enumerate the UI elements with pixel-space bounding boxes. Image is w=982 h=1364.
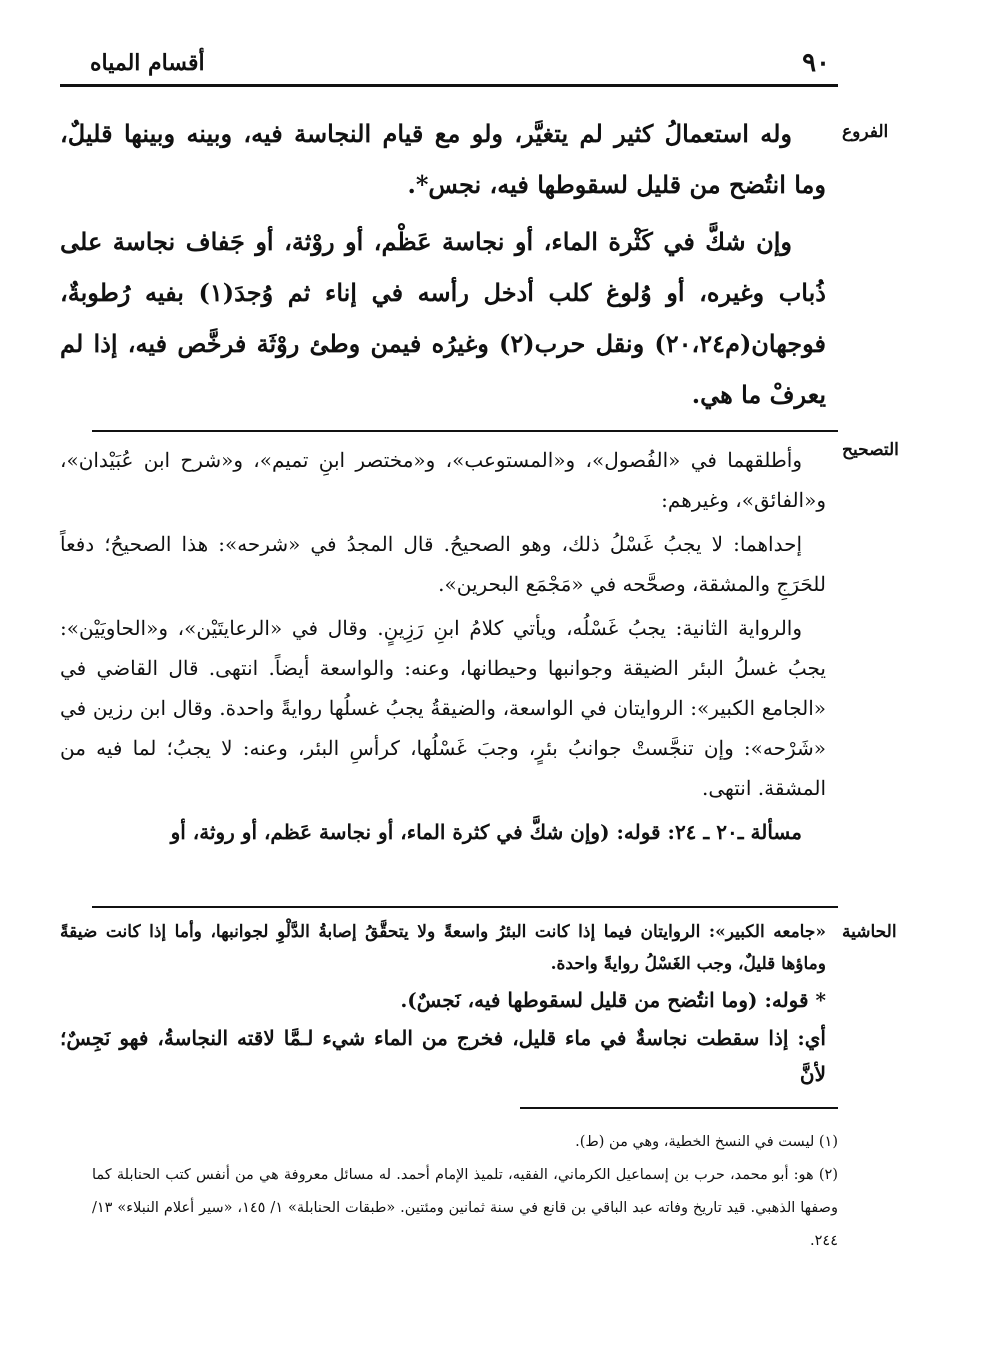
footnote-rule — [520, 1107, 838, 1109]
furu-label: الفروع — [842, 122, 889, 142]
hashiya-paragraph: أي: إذا سقطت نجاسةٌ في ماء قليل، فخرج من الماء شيء لـمَّا لاقته النجاسةُ، فهو نَجِسٌ؛ لأنَّ — [60, 1026, 826, 1086]
tashih-section — [60, 440, 922, 890]
furu-section — [60, 108, 922, 428]
hashiya-section — [60, 916, 922, 1096]
furu-paragraph: وله استعمالُ كثير لم يتغيَّر، ولو مع قيام النجاسة فيه، وبينه وبينها قليلٌ، وما انتُضح من قليل لسقوطها فيه، نجس*. — [60, 119, 826, 199]
tashih-masala: مسألة ـ٢٠ ـ ٢٤: قوله: (وإن شكَّ في كثرة الماء، أو نجاسة عَظم، أو روثة، أو — [170, 820, 802, 844]
page-number: ٩٠ — [802, 48, 830, 78]
footnotes — [92, 1126, 838, 1258]
hashiya-label: الحاشية — [842, 922, 897, 942]
furu-paragraph: وإن شكَّ في كَثْرة الماء، أو نجاسة عَظْم، أو روْثة، أو جَفاف نجاسة على ذُباب وغيره، أو وُلوغ كلب أدخل رأسه في إناء ثم وُجدَ(١) بفيه رُطوبةٌ، فوجهان(م٢٠،٢٤) ونقل حرب(٢) وغيرُه فيمن وطئ روْثَة فرخَّص فيه، إذا لم يعرفْ ما هي. — [60, 227, 826, 409]
furu-body — [60, 108, 826, 426]
tashih-body — [60, 440, 826, 856]
running-title: أقسام المياه — [90, 50, 205, 76]
hashiya-paragraph: «جامعه الكبير»: الروايتان فيما إذا كانت البئرُ واسعةً ولا يتحقَّقُ إصابةُ الدَّلْوِ لجوانبها، وأما إذا كانت ضيقةً وماؤها قليلٌ، وجب الغَسْلُ روايةً واحدة. — [60, 922, 826, 974]
hashiya-quote: * قوله: (وما انتُضح من قليل لسقوطها فيه، نَجسٌ). — [400, 988, 826, 1012]
tashih-label: التصحيح — [842, 440, 899, 460]
page-header — [90, 48, 830, 80]
tashih-paragraph: وأطلقهما في «الفُصول»، و«المستوعب»، و«مختصر ابنِ تميم»، و«شرح ابن عُبَيْدان»، و«الفائق»، وغيرهم: — [60, 448, 826, 512]
section-divider — [92, 906, 838, 908]
tashih-paragraph: والرواية الثانية: يجبُ غَسْلُه، ويأتي كلامُ ابنِ رَزِينٍ. وقال في «الرعايتَيْن»، و«الحاويَيْن»: يجبُ غسلُ البئر الضيقة وجوانبها وحيطانها، وعنه: والواسعة أيضاً. انتهى. قال القاضي في «الجامع الكبير»: الروايتان في الواسعة، والضيقةُ يجبُ غسلُها روايةً واحدة. وقال ابن رزين في «شَرْحه»: وإن تنجَّستْ جوانبُ بئرٍ، وجبَ غَسْلُها، كرأسِ البئر، وعنه: لا يجبُ؛ لما فيه من المشقة. انتهى. — [60, 616, 826, 800]
header-rule — [60, 84, 838, 87]
tashih-paragraph: إحداهما: لا يجبُ غَسْلُ ذلك، وهو الصحيحُ. قال المجدُ في «شرحه»: هذا الصحيحُ؛ دفعاً للحَرَجِ والمشقة، وصحَّحه في «مَجْمَع البحرين». — [60, 532, 826, 596]
footnote: (٢) هو: أبو محمد، حرب بن إسماعيل الكرماني، الفقيه، تلميذ الإمام أحمد. له مسائل معروفة هي من أنفس كتب الحنابلة كما وصفها الذهبي. قيد تاريخ وفاته عبد الباقي بن قانع في سنة ثمانين ومئتين. «طبقات الحنابلة» ١/ ١٤٥، «سير أعلام النبلاء» ١٣/ ٢٤٤. — [92, 1167, 838, 1249]
hashiya-body — [60, 916, 826, 1094]
footnote: (١) ليست في النسخ الخطية، وهي من (ط). — [575, 1134, 838, 1150]
section-divider — [92, 430, 838, 432]
